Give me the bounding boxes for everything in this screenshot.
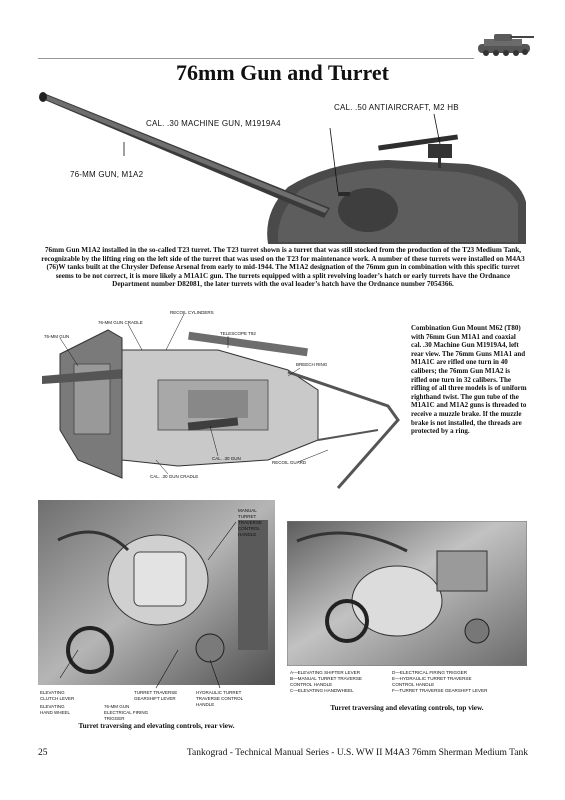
label-antiaircraft: CAL. .50 ANTIAIRCRAFT, M2 HB — [334, 103, 459, 112]
footer-series: Tankograd - Technical Manual Series - U.S. WW II M4A3 76mm Sherman Medium Tank — [186, 748, 528, 758]
label-manual-handle: MANUAL TURRET TRAVERSE CONTROL HANDLE — [238, 508, 262, 537]
label-telescope: TELESCOPE T92 — [220, 331, 256, 336]
legend-a: A—ELEVATING SHIFTER LEVER — [290, 670, 361, 675]
label-elevating-clutch: ELEVATING CLUTCH LEVER — [40, 690, 75, 701]
label-traverse-shift: TURRET TRAVERSE GEARSHIFT LEVER — [134, 690, 178, 701]
page-number: 25 — [38, 748, 48, 758]
legend-c: C—ELEVATING HANDWHEEL — [290, 688, 354, 693]
controls-top-photo — [287, 521, 527, 666]
legend-b-cont: CONTROL HANDLE — [290, 682, 333, 687]
header-rule — [38, 58, 474, 59]
controls-top-legend-right — [392, 670, 487, 694]
controls-top-legend-left — [290, 670, 362, 694]
label-hydraulic: HYDRAULIC TURRET TRAVERSE CONTROL HANDLE — [196, 690, 244, 707]
turret-caption: 76mm Gun M1A2 installed in the so-called T23 turret. The T23 turret shown is a turret that was still stocked from the production of the T23 Medium Tank, recognizable by the lifting ring on the left side of the turret that was used on the T23 for maintenance work. A number of these turrets were installed on M4A3 (76)W tanks built at the Chrysler Defense Arsenal from early to mid-1944. The M1A2 designation of the 76mm gun in combination with this specific turret seems to be not correct, it is more likely a M1A1C gun. The turrets equipped with a split revolving loader’s hatch or early turrets have the Ordnance Department number D82081, the later turrets with the oval loader’s hatch have the Ordnance number 7054366. — [41, 246, 525, 289]
label-76mm-gun: 76-MM GUN — [44, 334, 70, 339]
legend-e: E—HYDRAULIC TURRET TRAVERSE — [392, 676, 472, 681]
label-machine-gun: CAL. .30 MACHINE GUN, M1919A4 — [146, 119, 281, 128]
page-title: 76mm Gun and Turret — [176, 60, 389, 85]
gun-mount-caption: Combination Gun Mount M62 (T80) with 76mm Gun M1A1 and coaxial cal. .30 Machine Gun M1919A4, left rear view. The 76mm Guns M1A1 and M1A1C are rifled one turn in 40 calibers; the 76mm Gun M1A2 is rifled one turn in 32 calibers. The rifling of all three models is of uniform righthand twist. The gun tube of the M1A1C and M1A2 guns is threaded to receive a muzzle brake. If the muzzle brake is not installed, the threads are protected by a ring. — [411, 324, 527, 436]
controls-rear-caption: Turret traversing and elevating controls, rear view. — [78, 722, 235, 730]
legend-e-cont: CONTROL HANDLE — [392, 682, 435, 687]
label-cal30-cradle: CAL. .30 GUN CRADLE — [150, 474, 199, 479]
label-recoil-cylinders: RECOIL CYLINDERS — [170, 310, 214, 315]
legend-b: B—MANUAL TURRET TRAVERSE — [290, 676, 362, 681]
label-recoil-guard: RECOIL GUARD — [272, 460, 307, 465]
label-elevating-hand: ELEVATING HAND WHEEL — [40, 704, 71, 715]
label-gun: 76-MM GUN, M1A2 — [70, 170, 144, 179]
legend-d: D—ELECTRICAL FIRING TRIGGER — [392, 670, 468, 675]
legend-f: F—TURRET TRAVERSE GEARSHIFT LEVER — [392, 688, 488, 693]
tank-icon — [474, 30, 536, 60]
label-trigger: 76-MM GUN ELECTRICAL FIRING TRIGGER — [104, 704, 149, 720]
controls-top-caption: Turret traversing and elevating controls, top view. — [330, 704, 484, 712]
label-breech-ring: BREECH RING — [296, 362, 328, 367]
gun-mount-photo — [38, 310, 406, 498]
label-cal30-gun: CAL. .30 GUN — [212, 456, 241, 461]
controls-rear-photo — [38, 500, 275, 720]
label-gun-cradle: 76-MM GUN CRADLE — [98, 320, 143, 325]
turret-photo — [38, 92, 528, 244]
